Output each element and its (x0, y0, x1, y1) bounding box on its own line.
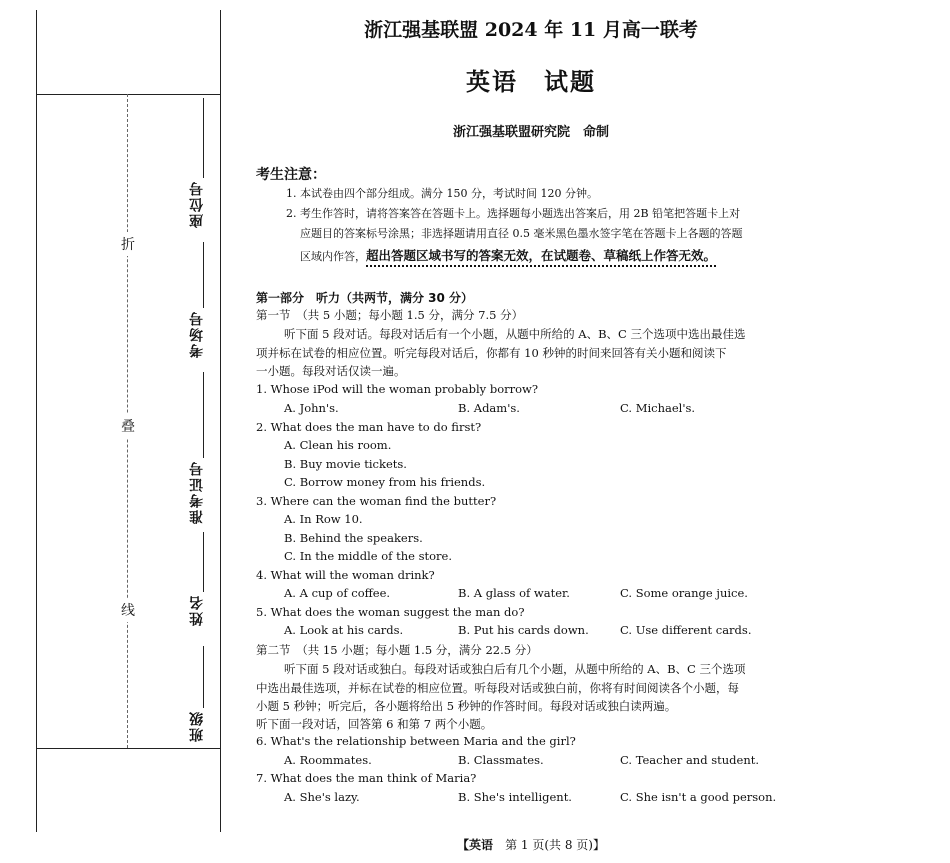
field-seat-label: 座位号 (189, 180, 205, 228)
field-room-line (203, 242, 204, 308)
field-class-label: 班级 (189, 710, 205, 742)
q5-option-a: A. Look at his cards. (284, 623, 404, 637)
question-1: 1. Whose iPod will the woman probably borrow? (256, 382, 539, 396)
field-seat-line (203, 98, 204, 178)
notice-emphasis: 超出答题区域书写的答案无效，在试题卷、草稿纸上作答无效。 (366, 248, 717, 263)
section2-instr-1: 听下面 5 段对话或独白。每段对话或独白后有几个小题，从题中所给的 A、B、C 三个选项 (284, 662, 746, 676)
question-4: 4. What will the woman drink? (256, 568, 435, 582)
section1-instr-1: 听下面 5 段对话。每段对话后有一个小题，从题中所给的 A、B、C 三个选项中选出最佳选 (284, 327, 746, 341)
q2-option-c: C. Borrow money from his friends. (284, 475, 486, 489)
exam-subject: 英语 试题 (466, 67, 596, 96)
part1-heading: 第一部分 听力（共两节，满分 30 分） (256, 291, 474, 305)
field-name-line (203, 532, 204, 592)
q7-option-a: A. She's lazy. (284, 790, 360, 804)
q1-option-b: B. Adam's. (458, 401, 520, 415)
q7-option-c: C. She isn't a good person. (620, 790, 777, 804)
notice-item-1: 1. 本试卷由四个部分组成。满分 150 分，考试时间 120 分钟。 (286, 187, 598, 200)
fold-char-3: 线 (121, 598, 135, 622)
q5-option-c: C. Use different cards. (620, 623, 752, 637)
notice-item-2-cont: 应题目的答案标号涂黑；非选择题请用直径 0.5 毫米黑色墨水签字笔在答题卡上各题的答题 (300, 227, 743, 240)
binding-strip (36, 10, 221, 832)
footer-page: 第 1 页(共 8 页)】 (505, 838, 605, 852)
page-footer (256, 836, 806, 853)
exam-title: 浙江强基联盟 2024 年 11 月高一联考 (364, 19, 698, 41)
q2-option-a: A. Clean his room. (284, 438, 392, 452)
strip-top-line (37, 94, 220, 95)
notice-item-2-tail: 区域内作答， (300, 250, 366, 263)
exam-author: 浙江强基联盟研究院 命制 (452, 125, 609, 140)
notice-item-2: 2. 考生作答时，请将答案答在答题卡上。选择题每小题选出答案后，用 2B 铅笔把答题卡上对 (286, 207, 741, 220)
section2-heading: 第二节 （共 15 小题；每小题 1.5 分，满分 22.5 分） (256, 643, 538, 657)
q2-option-b: B. Buy movie tickets. (284, 457, 407, 471)
q5-option-b: B. Put his cards down. (458, 623, 589, 637)
fold-char-2: 叠 (121, 414, 135, 438)
q6-option-a: A. Roommates. (284, 753, 372, 767)
field-room-label: 考场号 (189, 310, 205, 358)
question-7: 7. What does the man think of Maria? (256, 771, 477, 785)
strip-bottom-line (37, 748, 220, 749)
section2-instr-2: 中选出最佳选项，并标在试卷的相应位置。听每段对话或独白前，你将有时间阅读各个小题，每 (256, 681, 739, 695)
field-name-label: 姓名 (189, 594, 205, 626)
question-3: 3. Where can the woman find the butter? (256, 494, 497, 508)
field-class-line (203, 646, 204, 708)
q3-option-a: A. In Row 10. (284, 512, 363, 526)
q1-option-a: A. John's. (284, 401, 339, 415)
question-2: 2. What does the man have to do first? (256, 420, 482, 434)
section2-instr-3: 小题 5 秒钟；听完后，各小题将给出 5 秒钟的作答时间。每段对话或独白读两遍。 (256, 699, 677, 713)
q4-option-c: C. Some orange juice. (620, 586, 748, 600)
field-exam-id-label: 准考证号 (189, 460, 205, 524)
q6-option-c: C. Teacher and student. (620, 753, 760, 767)
q4-option-a: A. A cup of coffee. (284, 586, 391, 600)
footer-subject: 【英语 (457, 838, 494, 852)
q6-option-b: B. Classmates. (458, 753, 544, 767)
section1-instr-3: 一小题。每段对话仅读一遍。 (256, 364, 406, 378)
section1-heading: 第一节 （共 5 小题；每小题 1.5 分，满分 7.5 分） (256, 308, 524, 322)
q4-option-b: B. A glass of water. (458, 586, 570, 600)
section2-instr-4: 听下面一段对话，回答第 6 和第 7 两个小题。 (256, 717, 493, 731)
field-exam-id-line (203, 372, 204, 458)
question-6: 6. What's the relationship between Maria and the girl? (256, 734, 576, 748)
section1-instr-2: 项并标在试卷的相应位置。听完每段对话后，你都有 10 秒钟的时间来回答有关小题和阅读下 (256, 346, 727, 360)
q3-option-b: B. Behind the speakers. (284, 531, 423, 545)
question-5: 5. What does the woman suggest the man do? (256, 605, 525, 619)
fold-char-1: 折 (121, 232, 135, 256)
notice-item-2-end (300, 247, 820, 267)
notice-heading: 考生注意： (256, 167, 326, 183)
q7-option-b: B. She's intelligent. (458, 790, 572, 804)
q3-option-c: C. In the middle of the store. (284, 549, 452, 563)
q1-option-c: C. Michael's. (620, 401, 696, 415)
